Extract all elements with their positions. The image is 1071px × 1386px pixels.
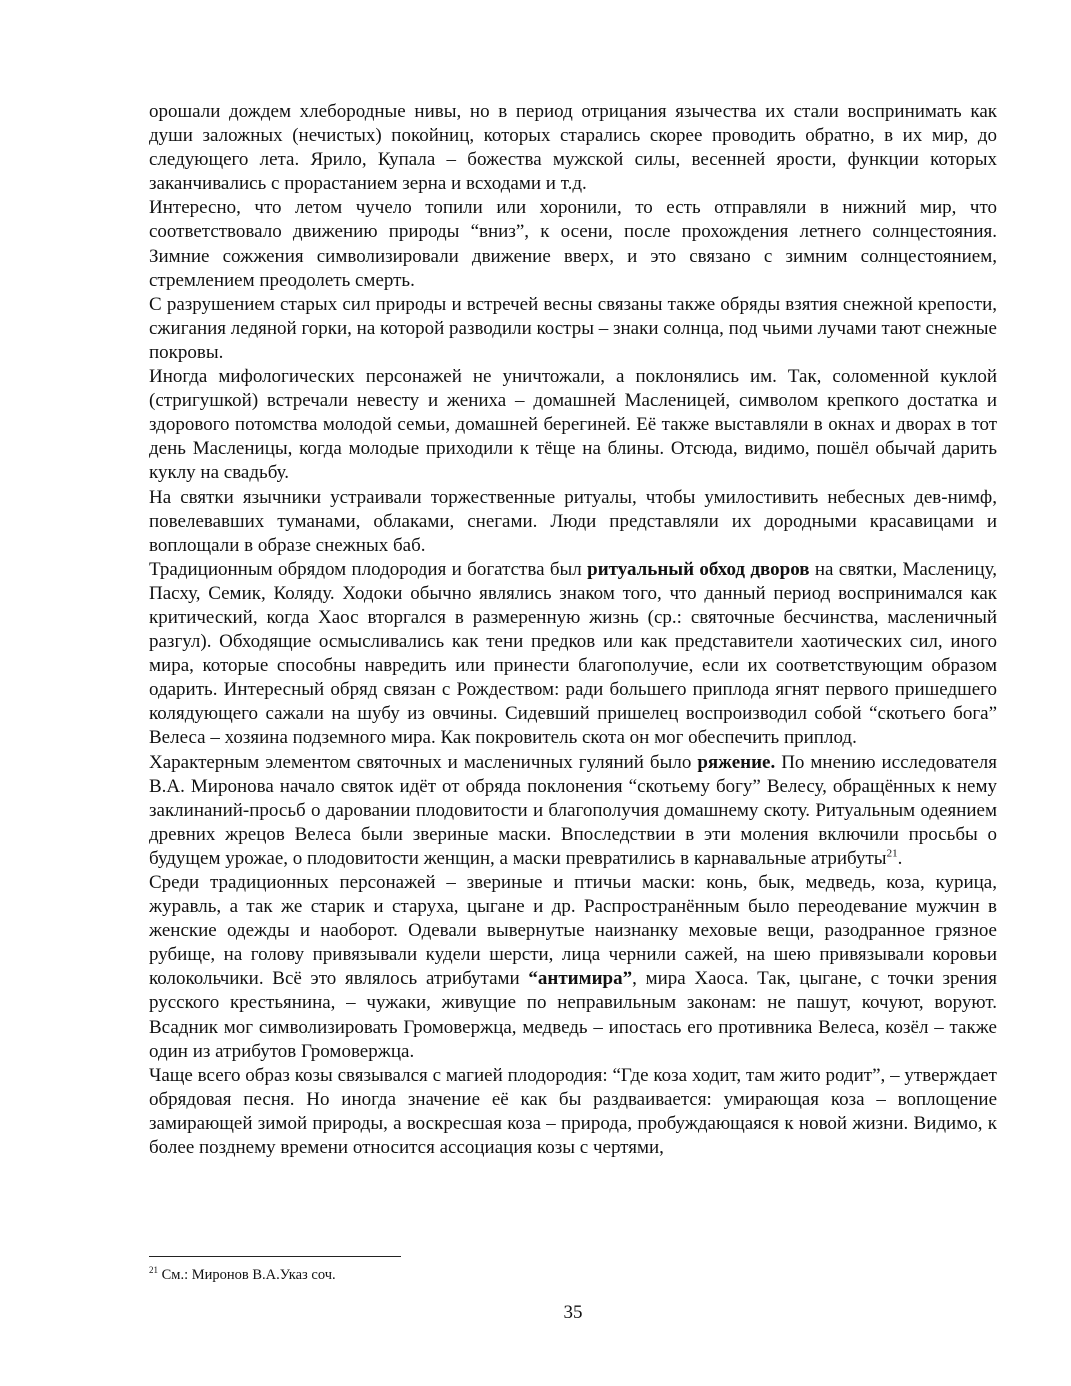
body-text — [149, 100, 997, 1160]
paragraph: С разрушением старых сил природы и встречей весны связаны также обряды взятия снежной крепости, сжигания ледяной горки, на которой разводили костры – знаки солнца, под чьими лучами тают снежные покровы. — [149, 293, 997, 363]
bold-term: ритуальный обход дворов — [587, 558, 810, 580]
paragraph: Интересно, что летом чучело топили или хоронили, то есть отправляли в нижний мир, что соответствовало движению природы “вниз”, к осени, после прохождения летнего солнцестояния. Зимние сожжения символизировали движение вверх, и это связано с зимним солнцестоянием, стремлением преодолеть смерть. — [149, 197, 997, 291]
paragraph: Характерным элементом святочных и масленичных гуляний было ряжение. По мнению исследователя В.А. Миронова начало святок идёт от обряда поклонения “скотьему богу” Велесу, обращённых к нему заклинаний-просьб о даровании плодовитости и благополучия домашнему скоту. Ритуальным одеянием древних жрецов Велеса были звериные маски. Впоследствии в эти моления включили просьбы о будущем урожае, о плодовитости женщин, а маски превратились в карнавальные атрибуты$^{21}$. — [149, 751, 997, 869]
footnote-marker: 21 — [149, 1265, 158, 1276]
page-number: 35 — [563, 1302, 583, 1323]
footnote-text: См.: Миронов В.А.Указ соч. — [158, 1267, 336, 1283]
paragraph: Традиционным обрядом плодородия и богатства был ритуальный обход дворов на святки, Масленицу, Пасху, Семик, Коляду. Ходоки обычно являлись знаком того, что данный период воспринимался как критический, когда Хаос вторгался в размеренную жизнь (ср.: святочные бесчинства, масленичный разгул). Обходящие осмысливались как тени предков или как представители хаотических сил, иного мира, которые способны навредить или принести благополучие, если их соответствующим образом одарить. Интересный обряд связан с Рождеством: ради большего приплода ягнят первого пришедшего колядующего сажали на шубу из овчины. Сидевший пришелец воспроизводил собой “скотьего бога” Велеса – хозяина подземного мира. Как покровитель скота он мог обеспечить приплод. — [149, 558, 997, 749]
footnote — [149, 1266, 997, 1284]
paragraph: Чаще всего образ козы связывался с магией плодородия: “Где коза ходит, там жито родит”, – утверждает обрядовая песня. Но иногда значение её как бы раздваивается: умирающая коза – воплощение замирающей зимой природы, а воскресшая коза – природа, пробуждающаяся к новой жизни. Видимо, к более позднему времени относится ассоциация козы с чертями, — [149, 1064, 997, 1159]
paragraph: На святки язычники устраивали торжественные ритуалы, чтобы умилостивить небесных дев-нимф, повелевавших туманами, облаками, снегами. Люди представляли их дородными красавицами и воплощали в образе снежных баб. — [149, 486, 997, 556]
footnote-reference[interactable]: 21 — [886, 847, 898, 860]
paragraph: Среди традиционных персонажей – звериные и птичьи маски: конь, бык, медведь, коза, курица, журавль, а так же старик и старуха, цыгане и др. Распространённым было переодевание мужчин в женские одежды и наоборот. Одевали вывернутые наизнанку меховые вещи, разодранное грязное рубище, на голову привязывали кудели шерсти, лица чернили сажей, на шею привязывали коровьи колокольчики. Всё это являлось атрибутами “антимира”, мира Хаоса. Так, цыгане, с точки зрения русского крестьянина, – чужаки, живущие по неправильным законам: не пашут, кочуют, воруют. Всадник мог символизировать Громовержца, медведь – ипостась его противника Велеса, козёл – также один из атрибутов Громовержца. — [149, 872, 997, 1062]
bold-term: ряжение. — [697, 751, 776, 773]
footnote-divider — [149, 1256, 401, 1257]
paragraph: орошали дождем хлебородные нивы, но в период отрицания язычества их стали воспринимать как души заложных (нечистых) покойниц, которых старались скорее проводить обратно, в их мир, до следующего лета. Ярило, Купала – божества мужской силы, весенней ярости, функции которых заканчивались с прорастанием зерна и всходами и т.д. — [149, 101, 997, 195]
paragraph: Иногда мифологических персонажей не уничтожали, а поклонялись им. Так, соломенной куклой (стригушкой) встречали невесту и жениха – домашней Масленицей, символом крепкого достатка и здорового потомства молодой семьи, домашней берегиней. Её также выставляли в окнах и дворах в тот день Масленицы, когда молодые приходили к тёще на блины. Отсюда, видимо, пошёл обычай дарить куклу на свадьбу. — [149, 366, 997, 484]
bold-term: “антимира” — [528, 968, 633, 990]
